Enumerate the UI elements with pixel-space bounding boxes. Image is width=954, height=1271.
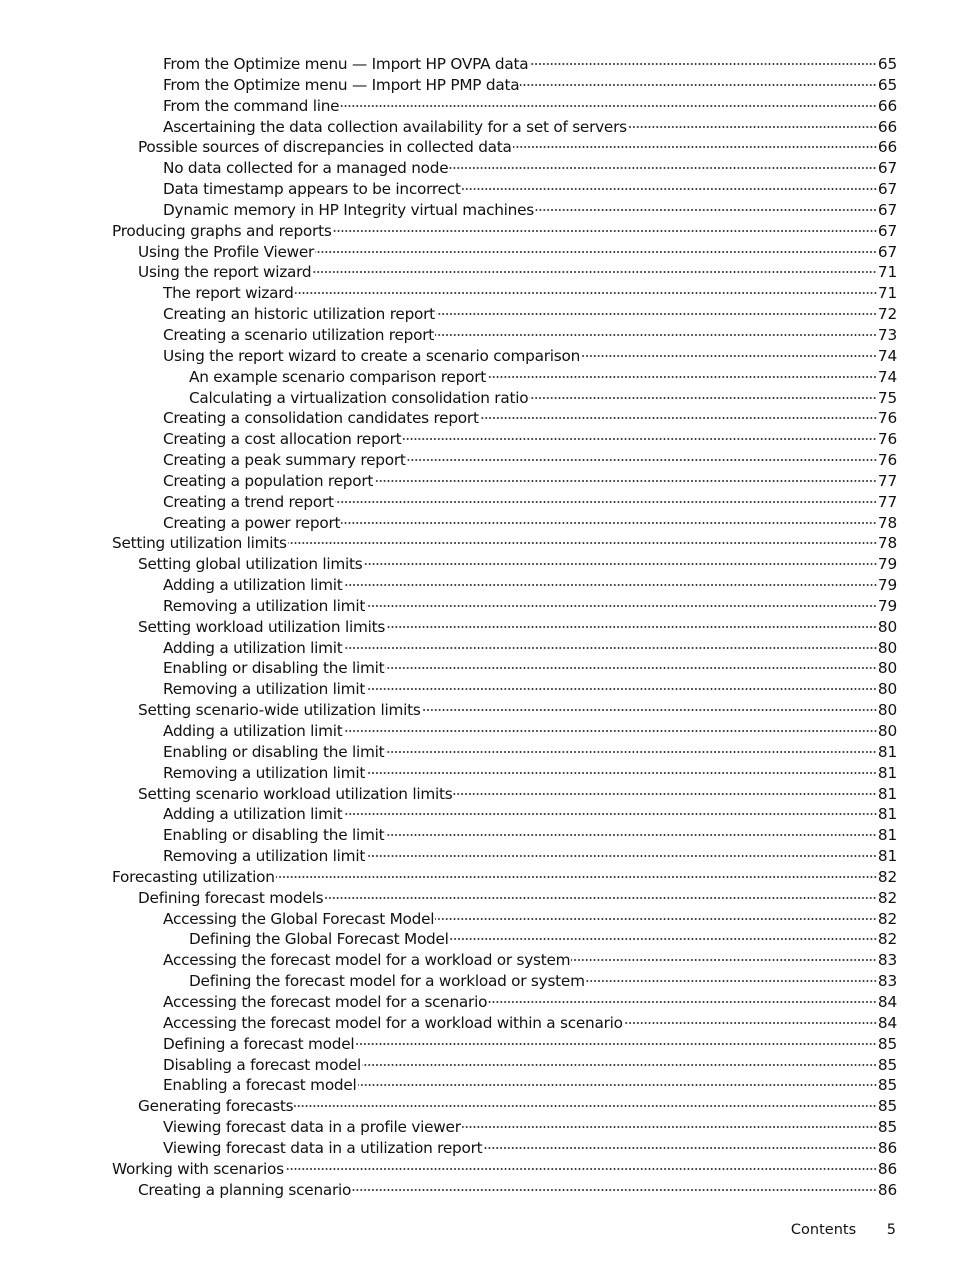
toc-entry[interactable] xyxy=(0,1117,954,1138)
toc-entry-page-number[interactable]: 84 xyxy=(877,992,897,1011)
toc-entry-page-number[interactable]: 81 xyxy=(877,826,897,845)
dot-leader xyxy=(628,126,877,128)
dot-leader xyxy=(344,730,877,732)
toc-entry-page-number[interactable]: 67 xyxy=(877,200,897,219)
toc-entry-title[interactable]: Setting scenario-wide utilization limits xyxy=(138,701,421,720)
toc-entry[interactable] xyxy=(0,679,954,700)
toc-entry[interactable] xyxy=(0,1075,954,1096)
toc-entry-page-number[interactable]: 79 xyxy=(877,576,897,595)
toc-entry-title[interactable]: Calculating a virtualization consolidation ratio xyxy=(189,388,529,407)
dot-leader xyxy=(358,1084,877,1086)
toc-entry-page-number[interactable]: 80 xyxy=(877,659,897,678)
toc-entry[interactable] xyxy=(0,846,954,867)
toc-entry-page-number[interactable]: 80 xyxy=(877,722,897,740)
toc-entry-page-number[interactable]: 80 xyxy=(877,680,897,699)
dot-leader xyxy=(366,688,877,690)
toc-entry[interactable] xyxy=(0,117,954,138)
dot-leader xyxy=(288,542,877,544)
toc-entry-title[interactable]: An example scenario comparison report xyxy=(189,367,486,386)
toc-entry[interactable] xyxy=(0,700,954,721)
toc-entry-page-number[interactable]: 76 xyxy=(877,409,897,428)
toc-entry-page-number[interactable]: 82 xyxy=(877,867,897,886)
toc-entry-title[interactable]: Enabling or disabling the limit xyxy=(163,742,385,761)
toc-entry-page-number[interactable]: 81 xyxy=(877,847,897,866)
toc-entry-page-number[interactable]: 83 xyxy=(877,972,897,991)
dot-leader xyxy=(436,313,877,315)
toc-entry[interactable] xyxy=(0,929,954,950)
toc-entry[interactable] xyxy=(0,471,954,492)
dot-leader xyxy=(571,959,877,961)
toc-entry[interactable] xyxy=(0,825,954,846)
toc-entry-title[interactable]: From the command line xyxy=(163,96,340,115)
dot-leader xyxy=(453,793,876,795)
toc-entry-page-number[interactable]: 81 xyxy=(877,805,897,824)
toc-entry[interactable] xyxy=(0,283,954,304)
toc-entry[interactable] xyxy=(0,179,954,200)
toc-entry-title[interactable]: Using the report wizard to create a scenario comparison xyxy=(163,346,581,365)
toc-entry-title[interactable]: From the Optimize menu — Import HP PMP data xyxy=(163,75,520,94)
toc-entry-title[interactable]: Enabling or disabling the limit xyxy=(163,826,385,845)
toc-entry-page-number[interactable]: 81 xyxy=(877,784,897,803)
toc-entry-title[interactable]: No data collected for a managed node xyxy=(163,159,449,178)
dot-leader xyxy=(341,522,877,524)
toc-entry[interactable] xyxy=(0,617,954,638)
dot-leader xyxy=(435,918,877,920)
toc-entry-title[interactable]: Creating a trend report xyxy=(163,492,334,511)
toc-entry-page-number[interactable]: 81 xyxy=(877,742,897,761)
dot-leader xyxy=(355,1043,877,1045)
toc-entry-page-number[interactable]: 77 xyxy=(877,492,897,511)
toc-entry-page-number[interactable]: 66 xyxy=(877,138,897,157)
toc-entry-page-number[interactable]: 85 xyxy=(877,1076,897,1095)
toc-entry-page-number[interactable]: 82 xyxy=(877,930,897,949)
toc-entry-title[interactable]: Accessing the forecast model for a scenario xyxy=(163,992,488,1011)
toc-entry-title[interactable]: Removing a utilization limit xyxy=(163,847,366,866)
dot-leader xyxy=(513,146,877,148)
toc-entry-page-number[interactable]: 74 xyxy=(877,367,897,386)
dot-leader xyxy=(449,167,877,169)
dot-leader xyxy=(335,501,877,503)
toc-entry[interactable] xyxy=(0,763,954,784)
dot-leader xyxy=(340,105,877,107)
toc-entry[interactable] xyxy=(0,492,954,513)
toc-entry-page-number[interactable]: 67 xyxy=(877,221,897,240)
toc-entry-page-number[interactable]: 86 xyxy=(877,1180,897,1199)
dot-leader xyxy=(344,813,877,815)
toc-entry-title[interactable]: Disabling a forecast model xyxy=(163,1055,361,1074)
toc-entry-page-number[interactable]: 86 xyxy=(877,1159,897,1178)
toc-entry-page-number[interactable]: 84 xyxy=(877,1013,897,1032)
toc-entry[interactable] xyxy=(0,200,954,221)
toc-entry-title[interactable]: Ascertaining the data collection availability for a set of servers xyxy=(163,117,627,136)
toc-entry-page-number[interactable]: 79 xyxy=(877,555,897,574)
toc-entry-title[interactable]: Setting workload utilization limits xyxy=(138,617,386,636)
toc-entry-title[interactable]: Creating a power report xyxy=(163,513,341,532)
toc-entry-page-number[interactable]: 79 xyxy=(877,596,897,615)
dot-leader xyxy=(407,459,877,461)
toc-entry-title[interactable]: Creating a scenario utilization report xyxy=(163,325,435,344)
toc-entry-page-number[interactable]: 72 xyxy=(877,305,897,324)
dot-leader xyxy=(294,1105,877,1107)
toc-entry-page-number[interactable]: 65 xyxy=(877,55,897,73)
toc-entry-page-number[interactable]: 81 xyxy=(877,763,897,782)
dot-leader xyxy=(480,417,877,419)
toc-entry-title[interactable]: Adding a utilization limit xyxy=(163,638,343,657)
toc-entry-page-number[interactable]: 65 xyxy=(877,75,897,94)
dot-leader xyxy=(487,376,877,378)
toc-entry[interactable] xyxy=(0,533,954,554)
page-footer xyxy=(791,1222,896,1238)
toc-entry[interactable] xyxy=(0,1034,954,1055)
toc-entry[interactable] xyxy=(0,137,954,158)
toc-entry-title[interactable]: Dynamic memory in HP Integrity virtual machines xyxy=(163,200,535,219)
dot-leader xyxy=(450,938,877,940)
toc-entry[interactable] xyxy=(0,784,954,805)
toc-entry[interactable] xyxy=(0,638,954,659)
toc-entry[interactable] xyxy=(0,909,954,930)
toc-entry-title[interactable]: Using the Profile Viewer xyxy=(138,242,315,261)
dot-leader xyxy=(344,584,877,586)
toc-entry[interactable] xyxy=(0,450,954,471)
toc-entry[interactable] xyxy=(0,992,954,1013)
toc-entry[interactable] xyxy=(0,367,954,388)
toc-entry[interactable] xyxy=(0,242,954,263)
toc-entry-page-number[interactable]: 76 xyxy=(877,451,897,470)
toc-entry-page-number[interactable]: 66 xyxy=(877,96,897,115)
toc-entry-title[interactable]: Removing a utilization limit xyxy=(163,596,366,615)
footer-section-label: Contents xyxy=(790,1222,857,1238)
toc-entry-title[interactable]: Enabling a forecast model xyxy=(163,1076,357,1095)
toc-entry-page-number[interactable]: 82 xyxy=(877,909,897,928)
toc-entry-title[interactable]: Accessing the forecast model for a workload within a scenario xyxy=(163,1013,623,1032)
dot-leader xyxy=(315,251,877,253)
toc-entry-page-number[interactable]: 78 xyxy=(877,534,897,553)
footer-page-number: 5 xyxy=(886,1222,896,1238)
toc-entry[interactable] xyxy=(0,325,954,346)
toc-entry-title[interactable]: Adding a utilization limit xyxy=(163,576,343,595)
toc-entry-page-number[interactable]: 85 xyxy=(877,1034,897,1053)
toc-entry[interactable] xyxy=(0,950,954,971)
toc-entry[interactable] xyxy=(0,1180,954,1201)
toc-entry-title[interactable]: Defining the forecast model for a workload or system xyxy=(189,972,585,991)
toc-entry-title[interactable]: From the Optimize menu — Import HP OVPA data xyxy=(163,55,529,73)
dot-leader xyxy=(624,1022,877,1024)
toc-entry[interactable] xyxy=(0,429,954,450)
toc-entry-title[interactable]: Generating forecasts xyxy=(138,1097,294,1116)
toc-entry[interactable] xyxy=(0,388,954,409)
toc-entry[interactable] xyxy=(0,346,954,367)
toc-entry[interactable] xyxy=(0,158,954,179)
toc-entry-title[interactable]: Setting utilization limits xyxy=(112,534,287,553)
dot-leader xyxy=(285,1168,877,1170)
toc-entry-title[interactable]: Viewing forecast data in a profile viewer xyxy=(163,1118,461,1137)
toc-entry-page-number[interactable]: 74 xyxy=(877,346,897,365)
dot-leader xyxy=(362,1064,877,1066)
toc-entry-page-number[interactable]: 71 xyxy=(877,263,897,282)
toc-entry-title[interactable]: Accessing the Global Forecast Model xyxy=(163,909,435,928)
dot-leader xyxy=(386,626,877,628)
toc-entry-page-number[interactable]: 83 xyxy=(877,951,897,970)
toc-entry-title[interactable]: Adding a utilization limit xyxy=(163,722,343,740)
toc-entry[interactable] xyxy=(0,408,954,429)
toc-entry-title[interactable]: Setting scenario workload utilization limits xyxy=(138,784,453,803)
dot-leader xyxy=(295,292,877,294)
toc-entry[interactable] xyxy=(0,867,954,888)
toc-entry-title[interactable]: Using the report wizard xyxy=(138,263,312,282)
dot-leader xyxy=(402,438,877,440)
toc-entry[interactable] xyxy=(0,1138,954,1159)
toc-entry[interactable] xyxy=(0,1013,954,1034)
toc-entry-title[interactable]: Working with scenarios xyxy=(112,1159,284,1178)
toc-entry-page-number[interactable]: 67 xyxy=(877,242,897,261)
toc-entry-title[interactable]: Creating a peak summary report xyxy=(163,451,406,470)
toc-entry[interactable] xyxy=(0,658,954,679)
dot-leader xyxy=(529,63,877,65)
toc-entry-title[interactable]: Creating a population report xyxy=(163,471,374,490)
toc-entry-page-number[interactable]: 86 xyxy=(877,1138,897,1157)
dot-leader xyxy=(488,1001,877,1003)
dot-leader xyxy=(422,709,877,711)
dot-leader xyxy=(581,355,877,357)
dot-leader xyxy=(366,605,877,607)
toc-entry-page-number[interactable]: 76 xyxy=(877,430,897,449)
dot-leader xyxy=(462,188,877,190)
toc-entry-title[interactable]: Enabling or disabling the limit xyxy=(163,659,385,678)
dot-leader xyxy=(333,230,877,232)
toc-entry[interactable] xyxy=(0,96,954,117)
toc-entry-page-number[interactable]: 80 xyxy=(877,638,897,657)
dot-leader xyxy=(435,334,877,336)
toc-entry[interactable] xyxy=(0,1096,954,1117)
dot-leader xyxy=(344,647,877,649)
toc-entry-title[interactable]: Defining a forecast model xyxy=(163,1034,355,1053)
dot-leader xyxy=(366,855,877,857)
dot-leader xyxy=(483,1147,877,1149)
toc-entry[interactable] xyxy=(0,304,954,325)
toc-entry[interactable] xyxy=(0,262,954,283)
toc-entry[interactable] xyxy=(0,513,954,534)
toc-entry-page-number[interactable]: 78 xyxy=(877,513,897,532)
toc-entry-title[interactable]: Defining the Global Forecast Model xyxy=(189,930,449,949)
dot-leader xyxy=(535,209,877,211)
dot-leader xyxy=(462,1126,877,1128)
toc-entry[interactable] xyxy=(0,804,954,825)
toc-entry-title[interactable]: Adding a utilization limit xyxy=(163,805,343,824)
toc-entry-title[interactable]: Producing graphs and reports xyxy=(112,221,332,240)
toc-entry[interactable] xyxy=(0,971,954,992)
dot-leader xyxy=(385,751,877,753)
toc-entry-page-number[interactable]: 80 xyxy=(877,701,897,720)
toc-entry-page-number[interactable]: 85 xyxy=(877,1118,897,1137)
toc-entry-page-number[interactable]: 85 xyxy=(877,1055,897,1074)
dot-leader xyxy=(586,980,877,982)
toc-entry-page-number[interactable]: 67 xyxy=(877,180,897,199)
toc-entry-page-number[interactable]: 82 xyxy=(877,888,897,907)
toc-entry-title[interactable]: Creating a cost allocation report xyxy=(163,430,402,449)
toc-entry-page-number[interactable]: 66 xyxy=(877,117,897,136)
dot-leader xyxy=(312,271,877,273)
dot-leader xyxy=(352,1189,877,1191)
dot-leader xyxy=(324,897,877,899)
toc-entry-page-number[interactable]: 85 xyxy=(877,1097,897,1116)
toc-entry-page-number[interactable]: 77 xyxy=(877,471,897,490)
toc-entry-title[interactable]: Forecasting utilization xyxy=(112,867,275,886)
toc-entry-title[interactable]: Possible sources of discrepancies in collected data xyxy=(138,138,512,157)
dot-leader xyxy=(366,772,877,774)
toc-entry[interactable] xyxy=(0,888,954,909)
dot-leader xyxy=(364,563,877,565)
toc-entry-title[interactable]: Removing a utilization limit xyxy=(163,763,366,782)
toc-entry-title[interactable]: Defining forecast models xyxy=(138,888,324,907)
toc-entry-title[interactable]: Creating an historic utilization report xyxy=(163,305,435,324)
toc-entry[interactable] xyxy=(0,75,954,96)
toc-entry-title[interactable]: The report wizard xyxy=(163,284,294,303)
toc-entry-page-number[interactable]: 75 xyxy=(877,388,897,407)
toc-entry[interactable] xyxy=(0,721,954,742)
toc-entry-title[interactable]: Setting global utilization limits xyxy=(138,555,363,574)
dot-leader xyxy=(276,876,877,878)
toc-entry[interactable] xyxy=(0,221,954,242)
toc-entry-page-number[interactable]: 71 xyxy=(877,284,897,303)
toc-entry-title[interactable]: Viewing forecast data in a utilization report xyxy=(163,1138,483,1157)
toc-entry[interactable] xyxy=(0,54,954,75)
dot-leader xyxy=(520,84,877,86)
toc-entry-title[interactable]: Accessing the forecast model for a workload or system xyxy=(163,951,571,970)
toc-entry-title[interactable]: Data timestamp appears to be incorrect xyxy=(163,180,461,199)
toc-entry[interactable] xyxy=(0,596,954,617)
toc-entry[interactable] xyxy=(0,575,954,596)
dot-leader xyxy=(385,834,877,836)
toc-entry-title[interactable]: Creating a planning scenario xyxy=(138,1180,352,1199)
toc-entry-page-number[interactable]: 80 xyxy=(877,617,897,636)
toc-entry[interactable] xyxy=(0,554,954,575)
toc-entry[interactable] xyxy=(0,1159,954,1180)
toc-entry[interactable] xyxy=(0,1055,954,1076)
toc-entry-page-number[interactable]: 73 xyxy=(877,325,897,344)
table-of-contents xyxy=(0,54,954,1200)
toc-entry-title[interactable]: Removing a utilization limit xyxy=(163,680,366,699)
dot-leader xyxy=(374,480,877,482)
toc-entry[interactable] xyxy=(0,742,954,763)
dot-leader xyxy=(385,667,877,669)
dot-leader xyxy=(529,397,877,399)
toc-entry-title[interactable]: Creating a consolidation candidates report xyxy=(163,409,479,428)
toc-entry-page-number[interactable]: 67 xyxy=(877,159,897,178)
